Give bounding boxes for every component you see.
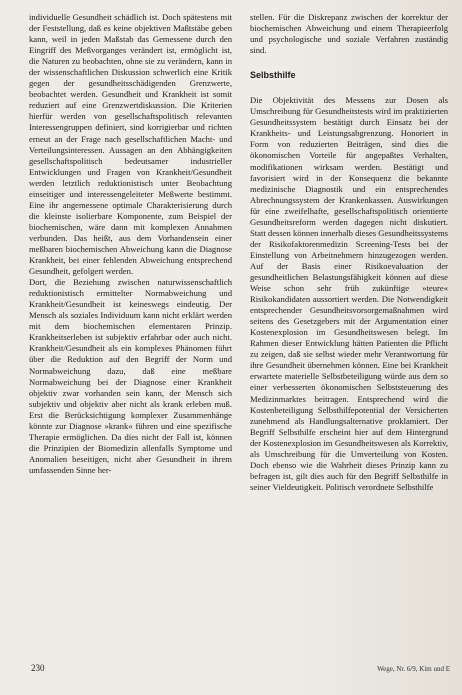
left-paragraph-2: Dort, die Beziehung zwischen naturwissenschaftlich reduktionistisch ermittelter Normabweichung und Krankheit/Gesundheit ist keineswegs eindeutig. Der Mensch als soziales Individuum kann nicht erklärt werden mit dem biochemischen elementaren Prinzip. Krankheitserleben ist subjektiv erfahrbar oder auch nicht. Krankheit/Gesundheit als ein komplexes Phänomen führt über die Reduktion auf den Begriff der Norm und Normabweichung dazu, daß eine meßbare Normabweichung bei der Diagnose einer Krankheit objektiv zwar vorhanden sein kann, der Mensch sich subjektiv und objektiv aber nicht als krank erleben muß. Erst die Berücksichtigung komplexer Zusammenhänge könnte zur Diagnose »krank« führen und eine spezifische Therapie ermöglichen. Da dies nicht der Fall ist, können die Prinzipien der Biomedizin allenfalls Symptome und Anomalien beseitigen, nicht aber Gesundheit in ihrem umfassenden Sinne her- xyxy=(29,277,232,475)
right-column xyxy=(250,12,448,493)
section-heading-selbsthilfe: Selbsthilfe xyxy=(250,70,296,81)
page-number: 230 xyxy=(31,663,45,673)
left-paragraph-1: individuelle Gesundheit schädlich ist. Doch spätestens mit der Feststellung, daß es keine objektiven Maßtstäbe geben kann, weil in jeden Maßstab das Gemessene durch den Eingriff des Meßvorganges verändert ist, ermöglicht ist, die Naturen zu beobachten, ohne sie zu verändern, kann in der wissenschaftlichen Diskussion schwerlich eine Kritik gegen der gesundheitsschädigenden Grenzwerte, beobachtet werden. Gesundheit und Krankheit ist somit reduziert auf eine Grenzwertdiskussion. Die Kriterien hierfür werden von gesellschaftspolitisch relevanten Interessengruppen definiert, sind korrigierbar und richten erneut an der Frage nach gesellschaftlichen Macht- und Verteilungsinteressen. Aussagen an den Abhängigkeiten gesellschaftspolitisch bedeutsamer industrieller Entwicklungen und Fragen von Krankheit/Gesundheit werden letztlich reduktionistisch unter Beobachtung einseitiger und interessengeleiteter Meßwerte bestimmt. Eine ihr angemessene optimale Charakterisierung durch die kleinste isolierbare Komponente, zum Beispiel der biochemischen, wäre dann mit komplexen Annahmen verbunden. Das heißt, aus dem Vorhandensein einer meßbaren biochemischen Abweichung kann die Diagnose Krankheit, bei einer fehlenden Abweichung entsprechend Gesundheit, gefolgert werden. xyxy=(29,12,232,277)
source-line: Wege, Nr. 6/9, Kim und E xyxy=(377,665,450,673)
left-column xyxy=(29,12,232,476)
right-paragraph-2: Die Objektivität des Messens zur Dosen als Umschreibung für Gesundheitstests wird im praktizierten Gesundheitssystem bestätigt durch Einsatz bei der Krankheits- und Leistungsabgrenzung. Honoriert in Form von reduzierten Beiträgen, sind dies die ökonomischen Vorteile für angepaßtes Verhalten, modifikationen wirksam werden. Bestätigt und favorisiert wird in der Konsequenz die bekannte medizinische Diagnostik und ein entsprechendes Abrechnungssystem der Krankenkassen. Auswirkungen für eine zweifelhafte, gesellschaftspolitisch orientierte Gesundheitsreform werden dagegen nicht diskutiert. Statt dessen können innerhalb dieses Gesundheitssystems der Risikofaktorenmedizin Screening-Tests bei der Einstellung von Arbeitnehmern hinzugezogen werden. Auf der Basis einer Risikoevaluation der gesundheitlichen Belastungsfähigkeit können auf diese Weise schon sehr früh zukünftige »teure« Risikokandidaten aussortiert werden. Die Notwendigkeit entsprechender Gesundheitsvorsorgemaßnahmen wird seitens des Gesetzgebers mit der Argumentation einer Kostenexplosion im Gesundheitswesen belegt. Im Rahmen dieser Entwicklung hätten Patienten die Pflicht zu zeigen, daß sie selbst wieder mehr Verantwortung für ihre Gesundheit übernehmen können. Eine bei Krankheit erwartete materielle Selbstbeteiligung würde aus dem so einer verbesserten ökonomischen Selbststeuerung des Medizinmarktes beitragen. Entsprechend wird die Kostenbeteiligung Selbsthilfepotential der Versicherten zunehmend als Handlungsalternative proklamiert. Der Begriff Selbsthilfe erscheint hier auf dem Hintergrund der Kostenexplosion im Gesundheitswesen als Korrektiv, als Umschreibung für die Umverteilung von Kosten. Doch ebenso wie die Wahrheit dieses Prinzip kann zu befragen ist, gilt dies auch für den Begriff Selbsthilfe in seiner Vieldeutigkeit. Politisch verordnete Selbsthilfe xyxy=(250,95,448,492)
right-paragraph-1: stellen. Für die Diskrepanz zwischen der korrektur der biochemischen Abweichung und einem Therapieerfolg und psychologische und soziale Verfahren zuständig sind. xyxy=(250,12,448,56)
